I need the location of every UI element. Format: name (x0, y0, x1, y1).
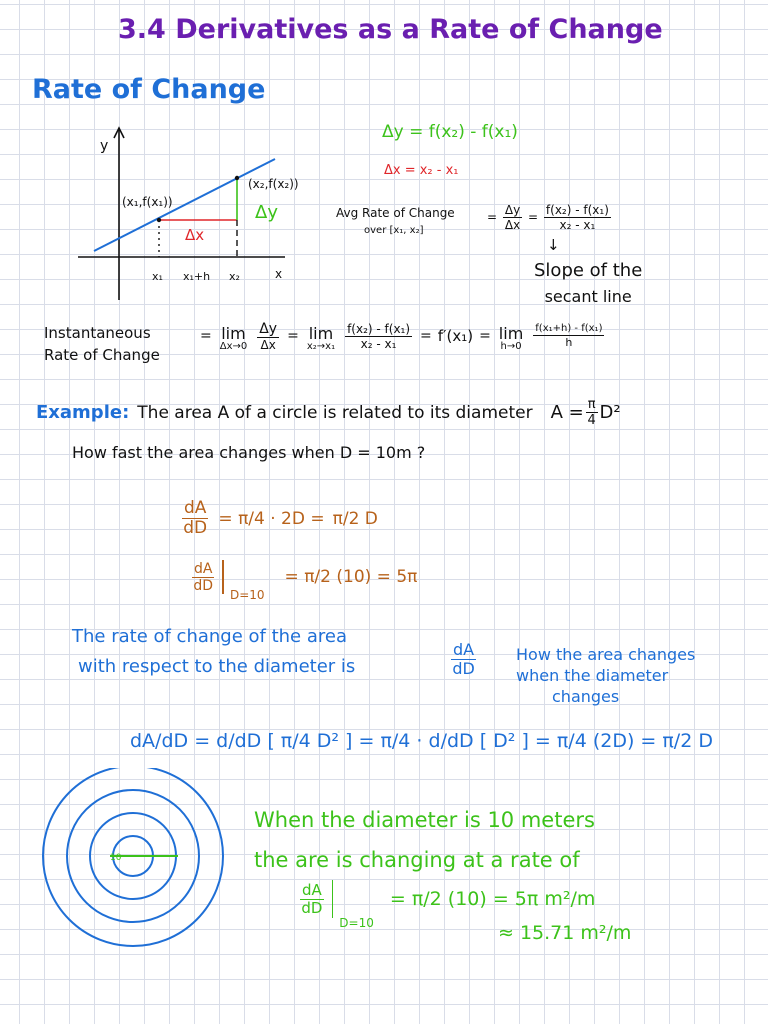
instant-label-line1: Instantaneous (44, 324, 151, 342)
example-line (36, 398, 621, 427)
conclusion-approx: ≈ 15.71 m²/m (498, 922, 632, 944)
inst-frac1 (257, 322, 279, 351)
delta-y-label: Δy (255, 202, 278, 223)
conclusion-eval: D=10 (339, 916, 374, 930)
area-formula-lhs: A = (550, 402, 584, 423)
lim-3-word: lim (498, 324, 524, 343)
inst-frac3-den: h (565, 336, 573, 349)
conclusion-text (254, 800, 595, 880)
note-line1: How the area changes (516, 645, 696, 664)
explanation-frac-num: dA (453, 640, 475, 659)
conclusion-frac-num: dA (302, 880, 322, 899)
inst-frac2-num: f(x₂) - f(x₁) (347, 321, 411, 336)
eval-bar (222, 560, 224, 594)
lim-1-word: lim (221, 324, 246, 343)
avg-rate-formula: = $\frac{\Delta y}{\Delta x}$ = $\frac{\text{f(x₂) - f(x₁)}}{\text{x₂ - x₁}}$ (487, 203, 609, 232)
work2-lhs-num: dA (194, 560, 213, 577)
f-prime: f′(x₁) (437, 327, 474, 345)
lim-1-sub: Δx→0 (219, 341, 248, 352)
explanation-frac-inner (451, 642, 476, 677)
example-text: The area A of a circle is related to its diameter (137, 402, 533, 423)
down-arrow: ↓ (547, 236, 560, 254)
point-x1 (157, 218, 161, 222)
point2-label: (x₂,f(x₂)) (248, 177, 299, 191)
area-formula-den: 4 (587, 413, 596, 428)
inst-frac1-num: Δy (259, 320, 278, 337)
lim-2-sub: x₂→x₁ (306, 341, 336, 352)
work2-lhs-den: dD (193, 577, 214, 594)
avg-rate-label (336, 205, 455, 239)
note-line2: when the diameter (516, 666, 669, 685)
explanation-line1: The rate of change of the area (72, 626, 347, 647)
delta-y-definition: Δy = f(x₂) - f(x₁) (382, 122, 518, 142)
avg-rate-label-line1: Avg Rate of Change (336, 206, 455, 220)
section-heading: Rate of Change (32, 74, 266, 105)
avg-frac-f (544, 204, 611, 231)
x1h-tick-label: x₁+h (183, 270, 211, 283)
page-title: 3.4 Derivatives as a Rate of Change (118, 14, 663, 45)
explanation-line2: with respect to the diameter is (78, 656, 356, 677)
area-formula-rhs: D² (599, 402, 621, 423)
lim-2 (307, 326, 335, 352)
work2-lhs (192, 562, 214, 593)
derivative-equation: dA/dD = d/dD [ π/4 D² ] = π/4 · d/dD [ D² ] = π/4 (2D) = π/2 D (130, 730, 713, 752)
point1-label: (x₁,f(x₁)) (122, 195, 173, 209)
work1-mid: = π/4 · 2D = (218, 508, 325, 529)
conclusion-line1: When the diameter is 10 meters (254, 808, 595, 832)
avg-frac-dy-dx (503, 204, 522, 231)
x1-tick-label: x₁ (152, 270, 163, 283)
example-question: How fast the area changes when D = 10m ? (72, 443, 426, 462)
avg-frac1-den: Δx (504, 218, 521, 232)
explanation-text (72, 622, 355, 682)
concentric-circles (20, 768, 230, 952)
area-formula (551, 398, 621, 427)
inst-frac2 (345, 323, 412, 350)
slope-label-line1: Slope of the (534, 260, 643, 281)
avg-frac1-num: Δy (504, 203, 521, 217)
work1-rhs: π/2 D (332, 508, 378, 529)
inst-frac3 (533, 324, 604, 348)
conclusion-frac (300, 880, 324, 917)
area-formula-num: π (587, 397, 596, 412)
work1-lhs-num: dA (184, 498, 207, 518)
eq-2: = (287, 328, 299, 344)
slope-label-line2: secant line (544, 287, 632, 306)
work2-rhs: = π/2 (10) = 5π (284, 567, 418, 587)
work-line-1 (180, 500, 378, 537)
conclusion-rhs: = π/2 (10) = 5π m²/m (389, 888, 596, 910)
x2-tick-label: x₂ (229, 270, 240, 283)
inst-frac3-num: f(x₁+h) - f(x₁) (535, 323, 603, 334)
eq-1: = (200, 328, 212, 344)
slope-label (534, 258, 642, 310)
conclusion-formula (298, 880, 596, 930)
explanation-frac-den: dD (452, 659, 475, 678)
y-axis-label: y (100, 138, 109, 154)
example-label: Example: (36, 402, 130, 423)
lim-1 (220, 326, 248, 352)
work1-lhs (182, 500, 208, 537)
instant-label-line2: Rate of Change (44, 346, 160, 364)
work2-eval: D=10 (229, 588, 265, 602)
inst-frac1-den: Δx (260, 337, 276, 352)
conclusion-line2: the are is changing at a rate of (254, 848, 580, 872)
instant-label (44, 322, 160, 366)
avg-frac2-den: x₂ - x₁ (559, 218, 596, 232)
note-line3: changes (552, 687, 620, 706)
work-line-2 (190, 560, 418, 602)
point-x2 (235, 176, 239, 180)
eq-4: = (479, 328, 491, 344)
avg-frac2-num: f(x₂) - f(x₁) (545, 203, 609, 217)
lim-3-sub: h→0 (500, 341, 522, 352)
eq-3: = (420, 328, 432, 344)
avg-rate-label-line2: over [x₁, x₂] (364, 225, 424, 236)
diameter-label: 10 (110, 853, 122, 863)
secant-line-graph (70, 120, 340, 310)
work1-lhs-den: dD (183, 518, 208, 538)
lim-2-word: lim (308, 324, 334, 343)
delta-x-label: Δx (185, 226, 205, 244)
inst-frac2-den: x₂ - x₁ (360, 336, 397, 351)
instant-formula (200, 320, 606, 352)
explanation-frac (449, 642, 478, 677)
delta-x-definition: Δx = x₂ - x₁ (384, 163, 459, 178)
lim-3 (499, 326, 523, 352)
conclusion-frac-den: dD (301, 898, 323, 917)
explanation-note (516, 644, 695, 707)
x-axis-label: x (275, 267, 283, 281)
conclusion-eval-bar (332, 880, 334, 918)
area-formula-frac (586, 398, 598, 427)
